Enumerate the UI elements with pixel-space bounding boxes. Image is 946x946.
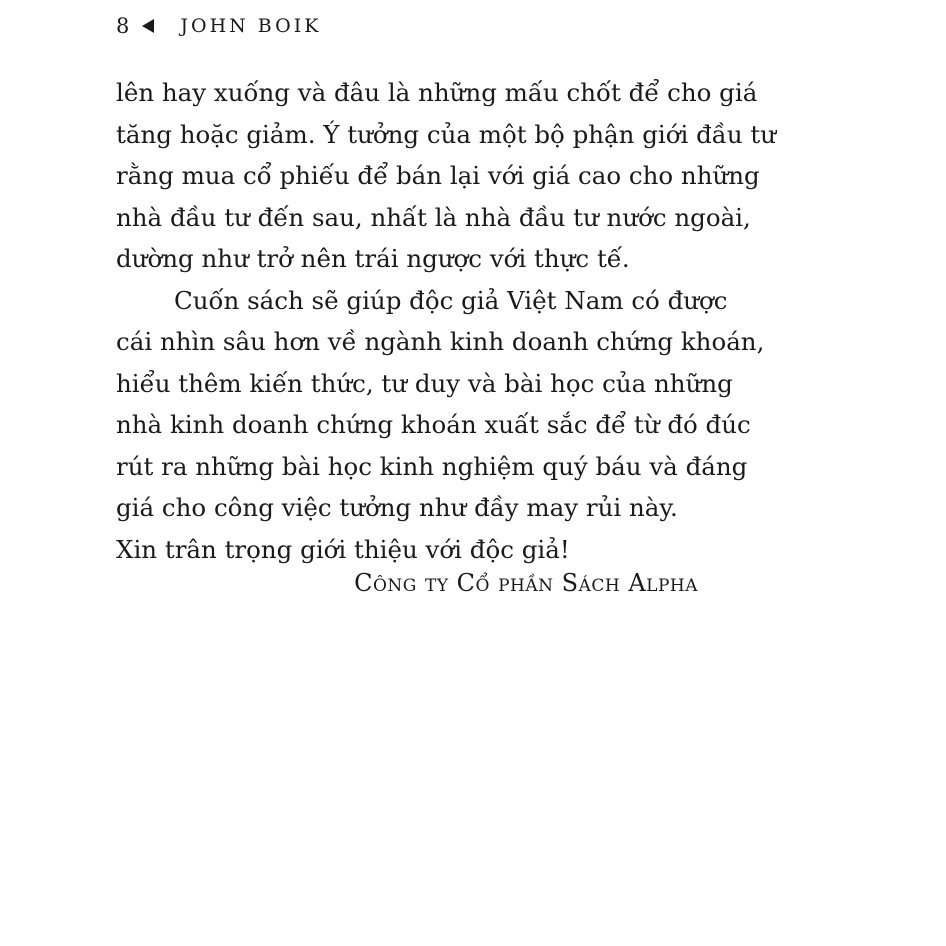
paragraph-1-line-4: nhà đầu tư đến sau, nhất là nhà đầu tư nước ngoài, <box>116 202 751 232</box>
paragraph-1-line-5: dường như trở nên trái ngược với thực tế. <box>116 244 630 273</box>
running-header <box>116 11 321 41</box>
paragraph-2-line-6: giá cho công việc tưởng như đầy may rủi này. <box>116 493 678 522</box>
paragraph-1-line-3: rằng mua cổ phiếu để bán lại với giá cao cho những <box>116 161 760 190</box>
author-name: JOHN BOIK <box>180 15 322 37</box>
paragraph-2-line-1: Cuốn sách sẽ giúp độc giả Việt Nam có được <box>174 285 728 315</box>
paragraph-1-line-1: lên hay xuống và đâu là những mấu chốt để cho giá <box>116 78 758 107</box>
page-number: 8 <box>116 14 130 38</box>
publisher-signature: Công ty Cổ phần Sách Alpha <box>354 569 698 597</box>
paragraph-1-line-2: tăng hoặc giảm. Ý tưởng của một bộ phận giới đầu tư <box>116 119 777 149</box>
paragraph-2-line-3: hiểu thêm kiến thức, tư duy và bài học của những <box>116 368 733 398</box>
body-text <box>116 72 777 570</box>
paragraph-2-line-2: cái nhìn sâu hơn về ngành kinh doanh chứng khoán, <box>116 327 765 356</box>
paragraph-2-line-5: rút ra những bài học kinh nghiệm quý báu và đáng <box>116 451 748 481</box>
paragraph-2-line-4: nhà kinh doanh chứng khoán xuất sắc để từ đó đúc <box>116 410 751 439</box>
paragraph-2-line-7: Xin trân trọng giới thiệu với độc giả! <box>116 534 570 564</box>
left-triangle-icon <box>142 19 154 33</box>
